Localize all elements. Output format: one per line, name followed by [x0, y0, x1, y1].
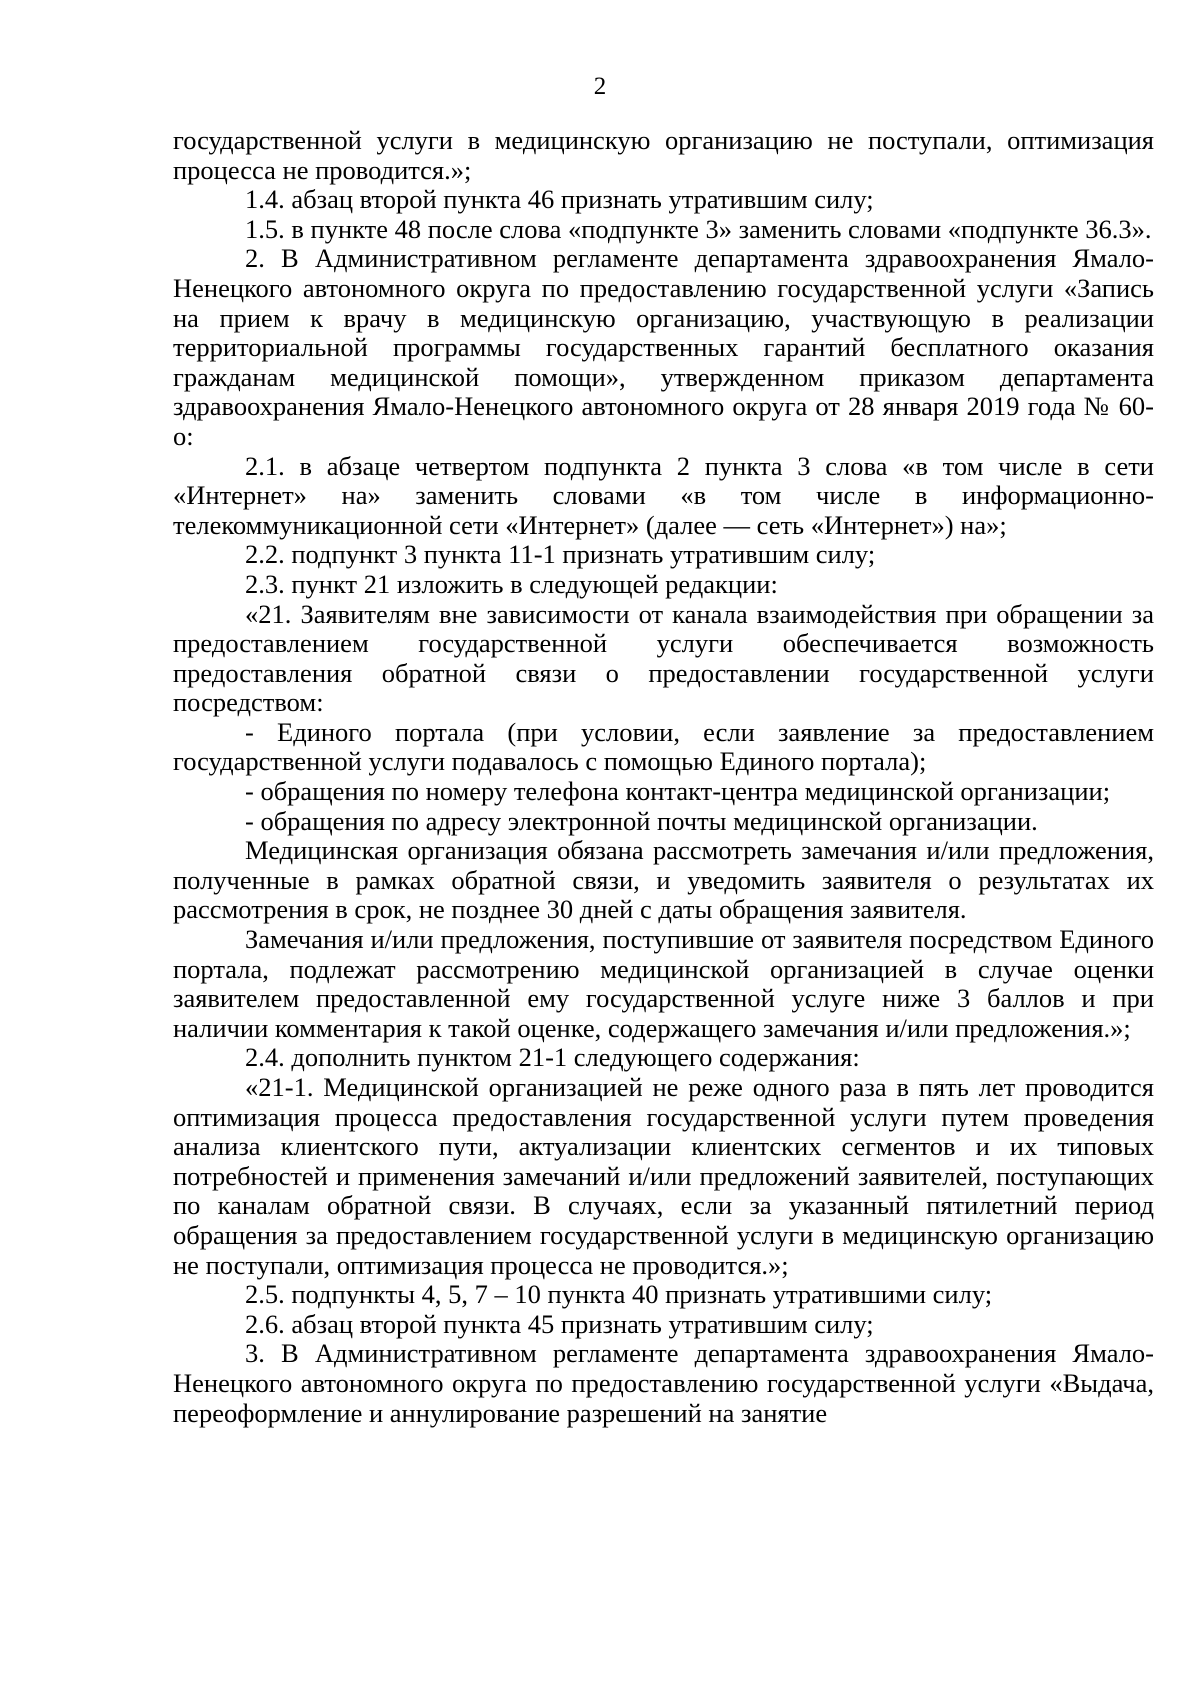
- paragraph-text: Медицинская организация обязана рассмотреть замечания и/или предложения, полученные в рамках обратной связи, и уведомить заявителя о результатах их рассмотрения в срок, не позднее 30 дней с даты обращения заявителя.: [173, 835, 1154, 925]
- paragraph-item-2: 2. В Административном регламенте департамента здравоохранения Ямало-Ненецкого автономного округа по предоставлению государственной услуги «Запись на прием к врачу в медицинскую организацию, участвующую в реализации территориальной программы государственных гарантий бесплатного оказания гражданам медицинской помощи», утвержденном приказом департамента здравоохранения Ямало-Ненецкого автономного округа от 28 января 2019 года № 60-о:: [173, 243, 1154, 451]
- paragraph-item-2-1: 2.1. в абзаце четвертом подпункта 2 пункта 3 слова «в том числе в сети «Интернет» на» заменить словами «в том числе в информационно-телекоммуникационной сети «Интернет» (далее — сеть «Интернет») на»;: [173, 450, 1154, 540]
- paragraph-list-item: - обращения по номеру телефона контакт-центра медицинской организации;: [245, 776, 1111, 807]
- paragraph-item-1-5: 1.5. в пункте 48 после слова «подпункте 3» заменить словами «подпункте 36.3».: [245, 213, 1152, 244]
- paragraph-item-2-3: 2.3. пункт 21 изложить в следующей редакции:: [245, 568, 778, 599]
- paragraph-item-2-6: 2.6. абзац второй пункта 45 признать утратившим силу;: [245, 1308, 874, 1339]
- paragraph-item-3: 3. В Административном регламенте департамента здравоохранения Ямало-Ненецкого автономного округа по предоставлению государственной услуги «Выдача, переоформление и аннулирование разрешений на занятие: [173, 1338, 1154, 1428]
- paragraph-list-item: - Единого портала (при условии, если заявление за предоставлением государственной услуги подавалось с помощью Единого портала);: [173, 716, 1154, 777]
- paragraph-item-2-5: 2.5. подпункты 4, 5, 7 – 10 пункта 40 признать утратившими силу;: [245, 1279, 993, 1310]
- paragraph-quote-21: «21. Заявителям вне зависимости от канала взаимодействия при обращении за предоставлением государственной услуги обеспечивается возможность предоставления обратной связи о предоставлении государственной услуги посредством:: [173, 598, 1154, 718]
- document-body: [173, 126, 1154, 1428]
- paragraph-quote-21-1: «21-1. Медицинской организацией не реже одного раза в пять лет проводится оптимизация процесса предоставления государственной услуги путем проведения анализа клиентского пути, актуализации клиентских сегментов и их типовых потребностей и применения замечаний и/или предложений заявителей, поступающих по каналам обратной связи. В случаях, если за указанный пятилетний период обращения за предоставлением государственной услуги в медицинскую организацию не поступали, оптимизация процесса не проводится.»;: [173, 1072, 1154, 1280]
- paragraph-item-1-4: 1.4. абзац второй пункта 46 признать утратившим силу;: [245, 184, 874, 215]
- paragraph-list-item: - обращения по адресу электронной почты медицинской организации.: [245, 805, 1038, 836]
- paragraph-item-2-2: 2.2. подпункт 3 пункта 11-1 признать утратившим силу;: [245, 539, 876, 570]
- paragraph-item-2-4: 2.4. дополнить пунктом 21-1 следующего содержания:: [245, 1042, 860, 1073]
- paragraph-text: Замечания и/или предложения, поступившие от заявителя посредством Единого портала, подлежат рассмотрению медицинской организацией в случае оценки заявителем предоставленной ему государственной услуге ниже 3 баллов и при наличии комментария к такой оценке, содержащего замечания и/или предложения.»;: [173, 924, 1154, 1043]
- paragraph-continuation: государственной услуги в медицинскую организацию не поступали, оптимизация процесса не проводится.»;: [173, 125, 1154, 185]
- page-number: 2: [593, 73, 607, 100]
